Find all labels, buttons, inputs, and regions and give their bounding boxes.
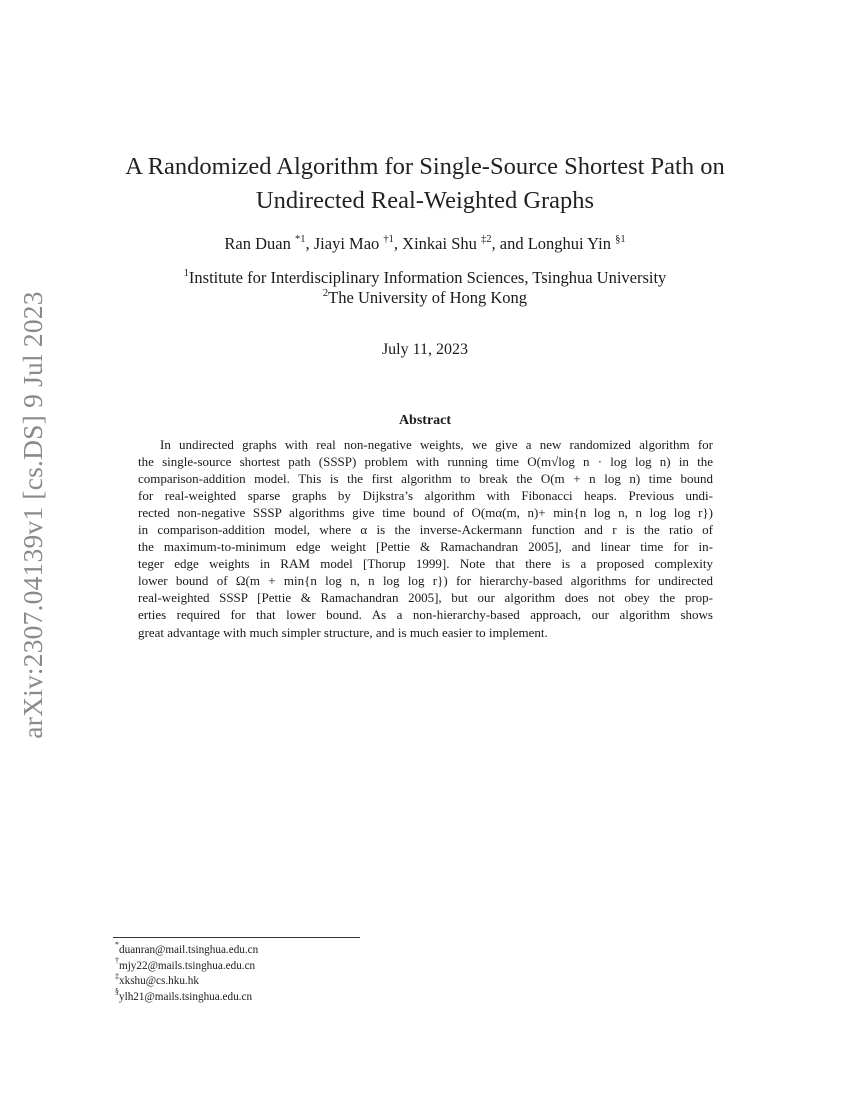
- abstract-line: the maximum-to-minimum edge weight [Pettie & Ramachandran 2005], and linear time for in-: [138, 539, 713, 555]
- author: Longhui Yin $^{\S 1}$: [527, 233, 626, 253]
- abstract-heading: Abstract: [398, 413, 452, 428]
- affiliation: $^2$The University of Hong Kong: [322, 287, 528, 307]
- footnote-rule: [113, 937, 360, 938]
- footnote-email[interactable]: †mjy22@mails.tsinghua.edu.cn: [115, 955, 256, 972]
- abstract-body: [138, 436, 713, 641]
- abstract-line: real-weighted SSSP [Pettie & Ramachandran 2005], but our algorithm does not obey the prop-: [138, 590, 713, 606]
- affiliations: [90, 268, 760, 308]
- author-mark: ‡2: [481, 233, 492, 245]
- author-mark: †1: [383, 233, 394, 245]
- footnote-email[interactable]: ‡xkshu@cs.hku.hk: [115, 971, 199, 988]
- paper-title: [90, 150, 760, 218]
- abstract-line: great advantage with much simpler structure, and is much easier to implement.: [138, 624, 548, 640]
- author-mark: *1: [294, 233, 306, 245]
- author-list: Ran Duan $^{*1}$, Jiayi Mao $^{\dagger 1}$, Xinkai Shu $^{\ddagger 2}$, and Longhui Yin $^{\S 1}$: [224, 233, 626, 253]
- author: Ran Duan $^{*1}$: [224, 233, 306, 253]
- abstract-line: the single-source shortest path (SSSP) problem with running time O(m√log n · log log n) in the: [138, 454, 713, 470]
- arxiv-id[interactable]: arXiv:2307.04139v1 [cs.DS] 9 Jul 2023: [17, 291, 48, 739]
- title-line-1: A Randomized Algorithm for Single-Source Shortest Path on: [125, 153, 725, 180]
- arxiv-stamp: [8, 285, 58, 745]
- title-line-2: Undirected Real-Weighted Graphs: [255, 187, 595, 214]
- abstract-line: rected non-negative SSSP algorithms give time bound of O(mα(m, n)+ min{n log n, n log log r}): [138, 505, 713, 521]
- abstract-line: In undirected graphs with real non-negative weights, we give a new randomized algorithm for: [160, 437, 713, 452]
- abstract-line: teger edge weights in RAM model [Thorup 1999]. Note that there is a proposed complexity: [138, 556, 713, 572]
- author: Xinkai Shu $^{\ddagger 2}$: [402, 233, 492, 253]
- abstract-line: for real-weighted sparse graphs by Dijkstra’s algorithm with Fibonacci heaps. Previous undi-: [138, 488, 713, 504]
- affiliation: $^1$Institute for Interdisciplinary Information Sciences, Tsinghua University: [183, 267, 667, 287]
- author-mark: §1: [615, 233, 626, 245]
- abstract-line: in comparison-addition model, where α is the inverse-Ackermann function and r is the ratio of: [138, 522, 713, 538]
- footnotes: [115, 940, 259, 1006]
- footnote-email[interactable]: §ylh21@mails.tsinghua.edu.cn: [115, 987, 253, 1004]
- author: Jiayi Mao $^{\dagger 1}$: [313, 233, 394, 253]
- abstract-line: lower bound of Ω(m + min{n log n, n log log r}) for hierarchy-based algorithms for undirected: [138, 573, 713, 589]
- abstract-line: erties required for that lower bound. As a non-hierarchy-based approach, our algorithm shows: [138, 607, 713, 623]
- paper-date: July 11, 2023: [381, 341, 469, 358]
- abstract-line: comparison-addition model. This is the first algorithm to break the O(m + n log n) time bound: [138, 471, 713, 487]
- footnote-email[interactable]: *duanran@mail.tsinghua.edu.cn: [115, 940, 259, 956]
